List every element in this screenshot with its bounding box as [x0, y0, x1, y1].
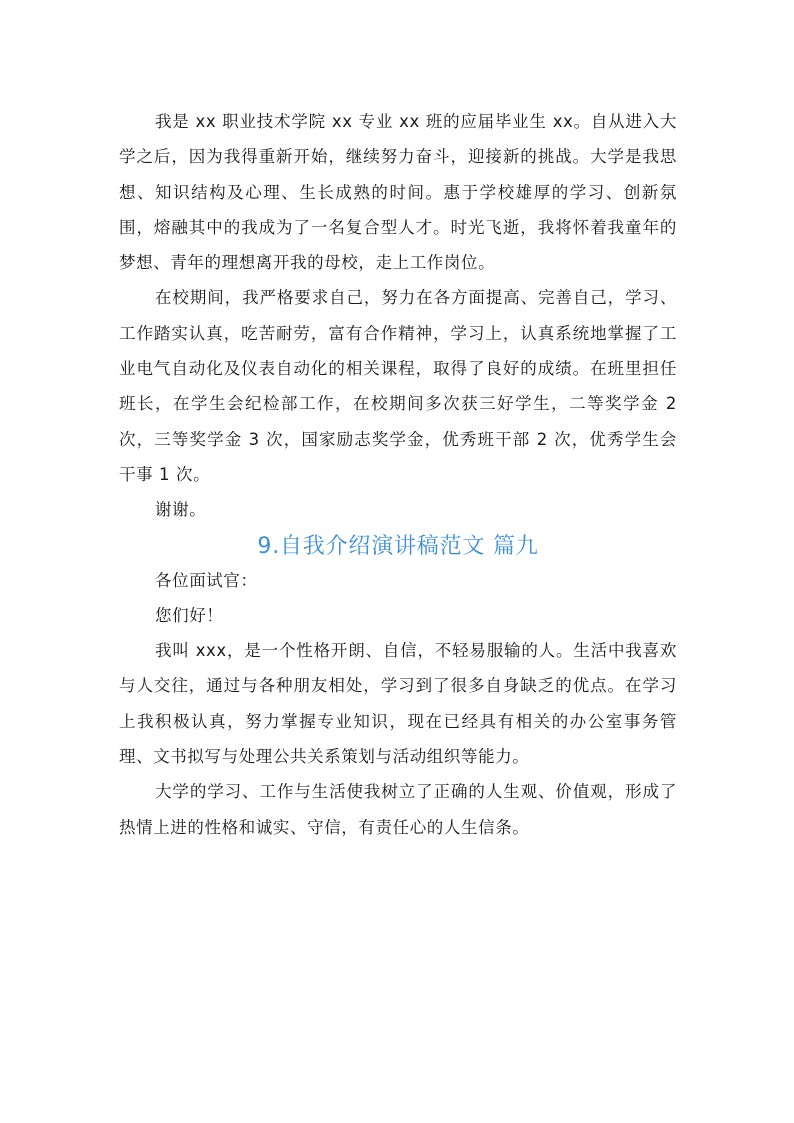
- paragraph-graduate-intro: 我是 xx 职业技术学院 xx 专业 xx 班的应届毕业生 xx。自从进入大学之后，因为我得重新开始，继续努力奋斗，迎接新的挑战。大学是我思想、知识结构及心理、生长成熟的时间。惠于学校雄厚的学习、创新氛围，熔融其中的我成为了一名复合型人才。时光飞逝，我将怀着我童年的梦想、青年的理想离开我的母校，走上工作岗位。: [119, 112, 677, 273]
- document-body: [119, 104, 677, 845]
- paragraph-personality: 我叫 xxx，是一个性格开朗、自信，不轻易服输的人。生活中我喜欢与人交往，通过与各种朋友相处，学习到了很多自身缺乏的优点。在学习上我积极认真，努力掌握专业知识，现在已经具有相关的办公室事务管理、文书拟写与处理公共关系策划与活动组织等能力。: [119, 641, 677, 767]
- paragraph-thanks: 谢谢。: [155, 500, 207, 520]
- paragraph-greeting-interviewers: 各位面试官：: [155, 570, 258, 590]
- paragraph-school-achievements: 在校期间，我严格要求自己，努力在各方面提高、完善自己，学习、工作踏实认真，吃苦耐劳，富有合作精神，学习上，认真系统地掌握了工业电气自动化及仪表自动化的相关课程，取得了良好的成绩。在班里担任班长，在学生会纪检部工作，在校期间多次获三好学生，二等奖学金 2 次，三等奖学金 3 次，国家励志奖学金，优秀班干部 2 次，优秀学生会干事 1 次。: [119, 288, 677, 484]
- paragraph-university-values: 大学的学习、工作与生活使我树立了正确的人生观、价值观，形成了热情上进的性格和诚实、守信，有责任心的人生信条。: [119, 782, 677, 837]
- paragraph-hello: 您们好！: [155, 605, 224, 625]
- section-heading: 9.自我介绍演讲稿范文 篇九: [257, 533, 539, 559]
